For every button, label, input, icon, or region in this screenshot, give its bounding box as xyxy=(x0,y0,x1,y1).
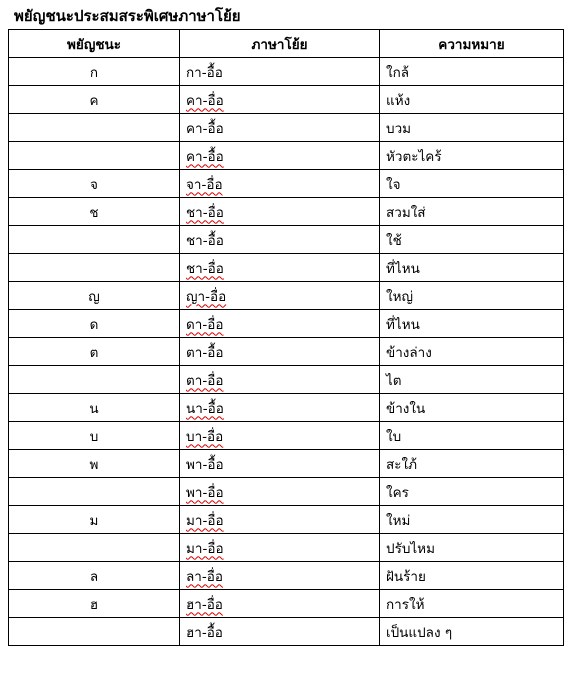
yoy-word-text: ตา-อื้อ xyxy=(186,344,224,361)
yoy-word-text: ฮา-อื้อ xyxy=(186,624,223,641)
meaning-cell: ใช้ xyxy=(380,226,564,254)
yoy-word-text: ลา-อื่อ xyxy=(186,568,223,585)
consonant-cell xyxy=(9,114,180,142)
table-row xyxy=(9,142,564,170)
yoy-word-cell xyxy=(180,282,380,310)
yoy-word-cell xyxy=(180,590,380,618)
consonant-cell xyxy=(9,618,180,646)
yoy-word-cell xyxy=(180,114,380,142)
consonant-cell: ก xyxy=(9,58,180,86)
header-consonant: พยัญชนะ xyxy=(9,30,180,58)
yoy-word-text: คา-อื้อ xyxy=(186,148,224,165)
yoy-word-text: มา-อื่อ xyxy=(186,512,224,529)
yoy-word-text: ดา-อื่อ xyxy=(186,316,224,333)
consonant-cell xyxy=(9,534,180,562)
yoy-word-text: มา-อื่อ xyxy=(186,540,224,557)
consonant-cell xyxy=(9,142,180,170)
yoy-word-cell xyxy=(180,58,380,86)
table-row xyxy=(9,450,564,478)
table-row xyxy=(9,310,564,338)
consonant-cell xyxy=(9,254,180,282)
yoy-word-cell xyxy=(180,142,380,170)
table-row xyxy=(9,506,564,534)
consonant-cell xyxy=(9,366,180,394)
consonant-cell: พ xyxy=(9,450,180,478)
meaning-cell: ข้างใน xyxy=(380,394,564,422)
yoy-word-cell xyxy=(180,450,380,478)
meaning-cell: การให้ xyxy=(380,590,564,618)
document-title: พยัญชนะประสมสระพิเศษภาษาโย้ย xyxy=(14,7,241,25)
consonant-cell: บ xyxy=(9,422,180,450)
consonant-cell: ค xyxy=(9,86,180,114)
table-row xyxy=(9,58,564,86)
header-meaning: ความหมาย xyxy=(380,30,564,58)
meaning-cell: ใบ xyxy=(380,422,564,450)
yoy-word-text: คา-อื้อ xyxy=(186,120,224,137)
yoy-word-cell xyxy=(180,310,380,338)
yoy-word-cell xyxy=(180,478,380,506)
header-yoy-word: ภาษาโย้ย xyxy=(180,30,380,58)
consonant-cell: ด xyxy=(9,310,180,338)
yoy-word-text: พา-อื้อ xyxy=(186,456,224,473)
meaning-cell: ใหญ่ xyxy=(380,282,564,310)
consonant-cell xyxy=(9,226,180,254)
yoy-word-text: บา-อื่อ xyxy=(186,428,224,445)
table-row xyxy=(9,170,564,198)
meaning-cell: ใจ xyxy=(380,170,564,198)
consonant-cell: จ xyxy=(9,170,180,198)
table-row xyxy=(9,534,564,562)
yoy-word-cell xyxy=(180,86,380,114)
consonant-cell: น xyxy=(9,394,180,422)
yoy-word-text: ตา-อื่อ xyxy=(186,372,224,389)
meaning-cell: ปรับไหม xyxy=(380,534,564,562)
table-row xyxy=(9,282,564,310)
table-row xyxy=(9,226,564,254)
table-header-row xyxy=(9,30,564,58)
consonant-cell: ญ xyxy=(9,282,180,310)
meaning-cell: ไต xyxy=(380,366,564,394)
table-row xyxy=(9,114,564,142)
consonant-cell xyxy=(9,478,180,506)
yoy-word-cell xyxy=(180,254,380,282)
table-row xyxy=(9,86,564,114)
meaning-cell: ใคร xyxy=(380,478,564,506)
yoy-word-text: ชา-อื่อ xyxy=(186,204,224,221)
consonant-cell: ฮ xyxy=(9,590,180,618)
meaning-cell: ที่ไหน xyxy=(380,310,564,338)
yoy-word-text: กา-อื้อ xyxy=(186,64,223,81)
table-body xyxy=(9,58,564,646)
yoy-word-cell xyxy=(180,366,380,394)
table-row xyxy=(9,198,564,226)
meaning-cell: หัวตะไคร้ xyxy=(380,142,564,170)
meaning-cell: สะใภ้ xyxy=(380,450,564,478)
meaning-cell: สวมใส่ xyxy=(380,198,564,226)
yoy-word-cell xyxy=(180,226,380,254)
meaning-cell: ใหม่ xyxy=(380,506,564,534)
yoy-word-cell xyxy=(180,198,380,226)
table-row xyxy=(9,562,564,590)
yoy-word-cell xyxy=(180,170,380,198)
yoy-word-cell xyxy=(180,618,380,646)
meaning-cell: เป็นแปลง ๆ xyxy=(380,618,564,646)
yoy-word-cell xyxy=(180,338,380,366)
table-row xyxy=(9,422,564,450)
meaning-cell: บวม xyxy=(380,114,564,142)
yoy-word-text: จา-อื่อ xyxy=(186,176,223,193)
table-row xyxy=(9,394,564,422)
meaning-cell: แห้ง xyxy=(380,86,564,114)
yoy-word-text: นา-อื้อ xyxy=(186,400,224,417)
consonant-cell: ต xyxy=(9,338,180,366)
consonant-cell: ล xyxy=(9,562,180,590)
meaning-cell: ข้างล่าง xyxy=(380,338,564,366)
yoy-word-text: ชา-อื่อ xyxy=(186,260,224,277)
consonant-cell: ช xyxy=(9,198,180,226)
yoy-word-text: พา-อื่อ xyxy=(186,484,224,501)
yoy-word-cell xyxy=(180,562,380,590)
meaning-cell: ใกล้ xyxy=(380,58,564,86)
meaning-cell: ฝันร้าย xyxy=(380,562,564,590)
yoy-word-cell xyxy=(180,534,380,562)
table-row xyxy=(9,478,564,506)
table-row xyxy=(9,254,564,282)
meaning-cell: ที่ไหน xyxy=(380,254,564,282)
yoy-word-text: ชา-อื้อ xyxy=(186,232,224,249)
yoy-word-cell xyxy=(180,422,380,450)
yoy-word-text: ญา-อื่อ xyxy=(186,288,227,305)
table-row xyxy=(9,338,564,366)
consonant-cell: ม xyxy=(9,506,180,534)
table-row xyxy=(9,618,564,646)
table-row xyxy=(9,590,564,618)
yoy-word-cell xyxy=(180,394,380,422)
yoy-word-text: คา-อื่อ xyxy=(186,92,224,109)
table-row xyxy=(9,366,564,394)
vocabulary-table xyxy=(8,29,564,646)
yoy-word-cell xyxy=(180,506,380,534)
yoy-word-text: ฮา-อื่อ xyxy=(186,596,223,613)
